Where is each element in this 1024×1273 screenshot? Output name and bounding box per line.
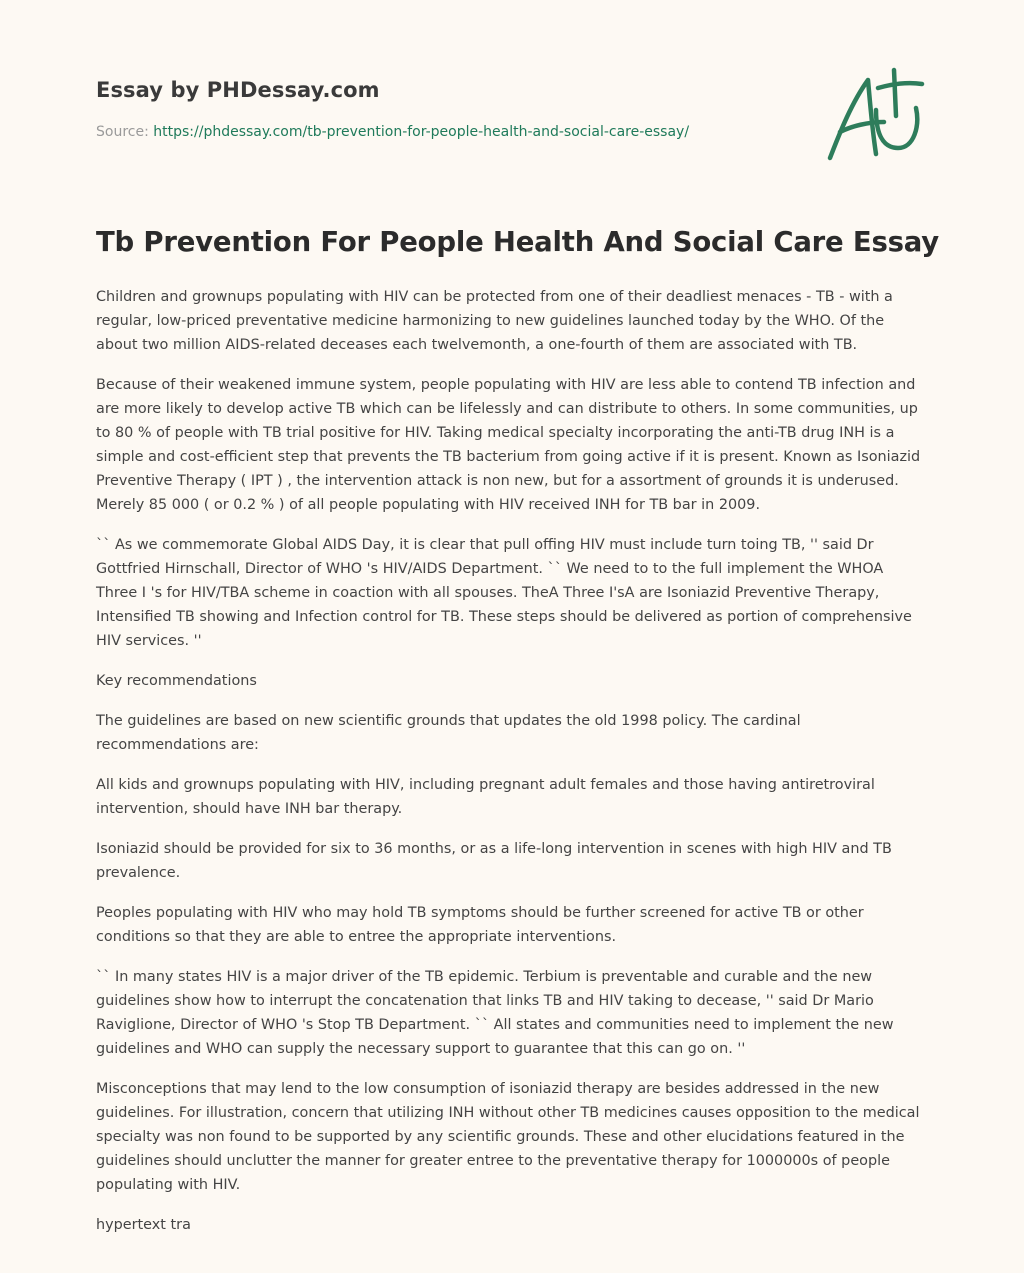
paragraph: Because of their weakened immune system, people populating with HIV are less able to contend TB infection and are more likely to develop active TB which can be lifelessly and can distribute to others. In some communities, up to 80 % of people with TB trial positive for HIV. Taking medical specialty incorporating the anti-TB drug INH is a simple and cost-efficient step that prevents the TB bacterium from going active if it is present. Known as Isoniazid Preventive Therapy ( IPT ) , the intervention attack is non new, but for a assortment of grounds it is underused. Merely 85 000 ( or 0.2 % ) of all people populating with HIV received INH for TB bar in 2009.	[96, 377, 921, 513]
paragraph: All kids and grownups populating with HIV, including pregnant adult females and those having antiretroviral intervention, should have INH bar therapy.	[96, 777, 875, 817]
paragraph: Children and grownups populating with HIV can be protected from one of their deadliest menaces - TB - with a regular, low-priced preventative medicine harmonizing to new guidelines launched today by the WHO. Of the about two million AIDS-related deceases each twelvemonth, a one-fourth of them are associated with TB.	[96, 289, 893, 353]
source-link[interactable]: https://phdessay.com/tb-prevention-for-people-health-and-social-care-essay/	[153, 124, 690, 140]
paragraph: Peoples populating with HIV who may hold TB symptoms should be further screened for active TB or other conditions so that they are able to entree the appropriate interventions.	[96, 905, 864, 945]
essay-title: Tb Prevention For People Health And Social Care Essay	[96, 226, 940, 258]
paragraph: The guidelines are based on new scientific grounds that updates the old 1998 policy. The cardinal recommendations are:	[96, 713, 801, 753]
site-title: Essay by PHDessay.com	[96, 78, 380, 102]
section-heading: Key recommendations	[96, 673, 257, 689]
paragraph: hypertext tra	[96, 1217, 191, 1233]
paragraph: `` As we commemorate Global AIDS Day, it is clear that pull offing HIV must include turn toing TB, '' said Dr Gottfried Hirnschall, Director of WHO 's HIV/AIDS Department. `` We need to to the full implement the WHOA Three I 's for HIV/TBA scheme in coaction with all spouses. TheA Three I'sA are Isoniazid Preventive Therapy, Intensified TB showing and Infection control for TB. These steps should be delivered as portion of comprehensive HIV services. ''	[96, 537, 912, 649]
source-label: Source:	[96, 124, 149, 140]
source-line	[96, 124, 689, 140]
paragraph: `` In many states HIV is a major driver of the TB epidemic. Terbium is preventable and curable and the new guidelines show how to interrupt the concatenation that links TB and HIV taking to decease, '' said Dr Mario Raviglione, Director of WHO 's Stop TB Department. `` All states and communities need to implement the new guidelines and WHO can supply the necessary support to guarantee that this can go on. ''	[96, 969, 894, 1057]
a-plus-logo-icon	[818, 62, 930, 166]
essay-body	[96, 285, 928, 1253]
paragraph: Misconceptions that may lend to the low consumption of isoniazid therapy are besides addressed in the new guidelines. For illustration, concern that utilizing INH without other TB medicines causes opposition to the medical specialty was non found to be supported by any scientific grounds. These and other elucidations featured in the guidelines should unclutter the manner for greater entree to the preventative therapy for 1000000s of people populating with HIV.	[96, 1081, 920, 1193]
paragraph: Isoniazid should be provided for six to 36 months, or as a life-long intervention in scenes with high HIV and TB prevalence.	[96, 841, 892, 881]
